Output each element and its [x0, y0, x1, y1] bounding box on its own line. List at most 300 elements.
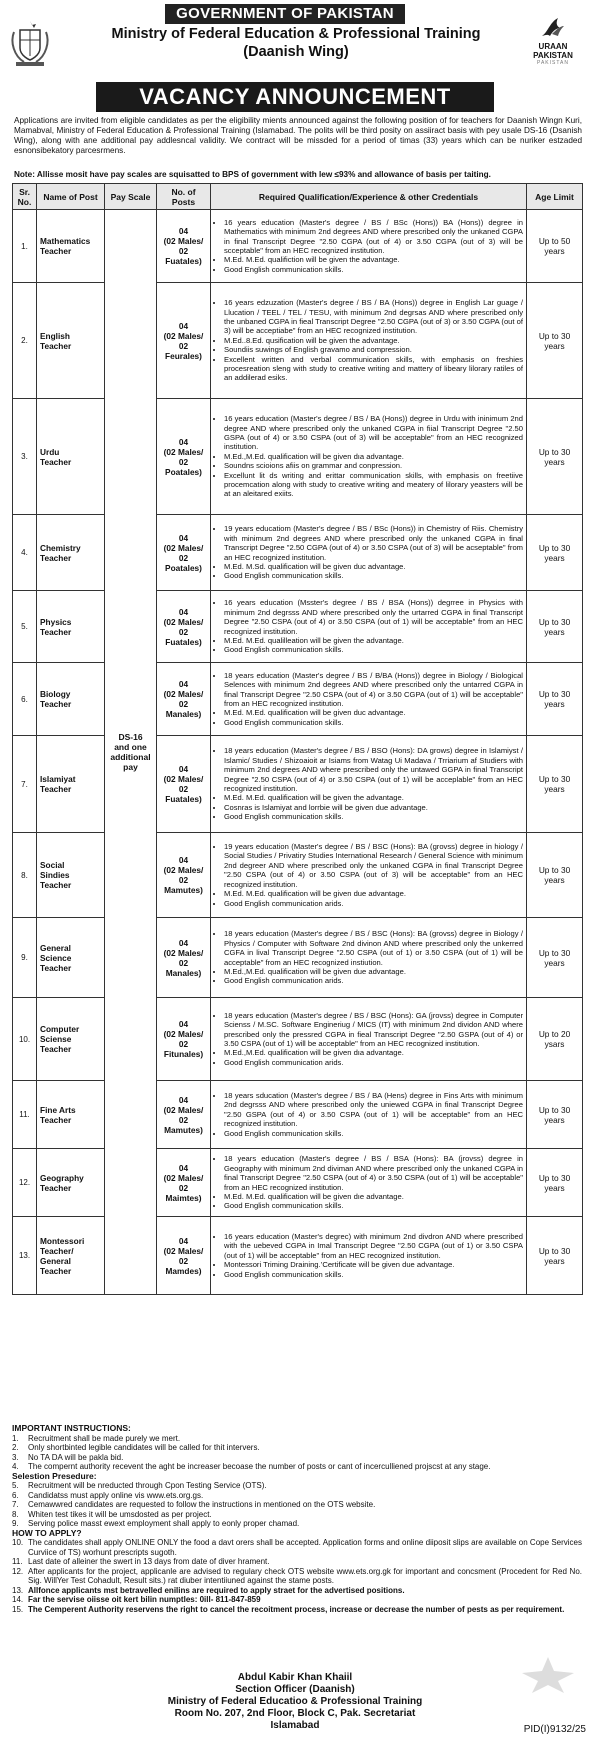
qualification-item: • M.Ed. M.Ed. qualification will be given due advantage. [224, 889, 523, 898]
serial-number: 13. [13, 1217, 37, 1295]
age-limit-line: Up to 30 [538, 1172, 571, 1183]
logo-text-line2: PAKISTAN [533, 51, 573, 60]
qualification-item: • 16 years education (Msster's degree / BS / BSA (Hons)) degrree in Physics with minimum 2nd degrsss AND where prescribed only the urtarred CGPA in final Transcript Degree "2.50 CSPA (out of 4) or 3.50 CSPA (out of 1) will be acceptable" from an HEC recognized institution. [224, 598, 523, 636]
table-row [13, 515, 583, 591]
age-limit [527, 918, 583, 998]
qualification-item: • 19 years educatiom (Master's degree / BS / BSc (Hons)) in Chemistry of Riis. Chemistry with minimum 2nd degrees AND where prescribed only the unkaned CGPA in final Transcript Degree "2.50 CGPA (out of 4) or 3.50 CSPA (out of 3) will be acseptable" from an HEC recognized institution. [224, 524, 523, 562]
qualification-list [214, 1091, 523, 1138]
post-count-line: 02 Feurales) [165, 340, 202, 361]
instruction-number: 4. [12, 1462, 19, 1471]
post-name-line: General [40, 942, 71, 953]
post-name-line: Teacher [40, 552, 72, 563]
table-row [13, 1081, 583, 1149]
age-limit-line: years [544, 957, 565, 968]
age-limit-line: years [544, 552, 565, 563]
qualification-item: • 16 years education (Master's degree / BS / BSc (Hons)) BA (Hons)) degree in Mathematics with minimum 2nd degrees AND where prescribed only the unkaned CGPA in final Transcript Degree "2.50 CGPA (out of 4) or 3.50 CGPA (out of 3) will be scceptable" from an HEC recognized institution. [224, 218, 523, 256]
qualification-item: • 18 years education (Master's degree / BS / BSC (Hons): GA (jrovss) degree in Computer Scienss / M.SC. Software Engineriug / MICS (IT) with minimum 2nd dividon AND where prescribed only the pressred CGPA in fieal Transcript Degree "2.50 GSPA (out of 4) or 3.50 CSPA (out of 1) will be acceptable" from an HEC recognized institution. [224, 1011, 523, 1049]
post-count-line: 04 [178, 679, 189, 689]
qualification-item: • Soundns scioions afiis on grammar and conpression. [224, 461, 523, 470]
pid-number: PID(I)9132/25 [523, 1724, 586, 1735]
post-name-line: Teacher [40, 1044, 72, 1054]
signatory-name: Abdul Kabir Khan Khaiil [237, 1672, 353, 1683]
post-count-line: 02 Poatales) [165, 552, 202, 573]
age-limit [527, 210, 583, 283]
post-count-line: 04 [178, 1094, 189, 1105]
header-age: Age Limit [527, 184, 583, 210]
post-count [157, 591, 211, 663]
age-limit-line: Up to 30 [538, 1245, 571, 1256]
logo-text-line3: PAKISTAN [537, 60, 569, 66]
post-count-line: 02 Maimtes) [165, 1182, 202, 1203]
signatory-org: Ministry of Federal Educatioo & Professional Training [167, 1696, 423, 1707]
instruction-number: 5. [12, 1481, 19, 1490]
qualification-item: • Good English communication skills. [224, 718, 523, 727]
age-limit-line: years [544, 1114, 565, 1125]
qualification-item: • 18 years education (Master's degree / BS / B/BA (Hons)) degree in Biology / Biological Selences with minimum 2nd degrees AND where prescribed only the untarred CGPA in final Transcript Degree "2.50 CSPA (out of 4) or 3.50 CGPA (out of 1) will be acceptable" from an HEC recognized institution. [224, 671, 523, 709]
qualification-list [214, 1154, 523, 1210]
age-limit-line: years [544, 246, 565, 256]
post-name-line: Teacher [40, 1114, 72, 1125]
post-count-line: 04 [178, 937, 189, 948]
post-name-line: Sciense [40, 1034, 72, 1044]
age-limit-line: Up to 30 [538, 616, 571, 627]
post-count [157, 833, 211, 918]
post-count-line: 04 [178, 320, 189, 331]
age-limit-line: Up to 30 [538, 865, 571, 875]
instruction-number: 12. [12, 1566, 24, 1576]
post-count-line: (02 Males/ [163, 446, 204, 457]
qualification-item: • Excellunt lit ds writing and erittar communication skills, with emphasis on freetiive procemcation along with study to creative writing and meatery of lilorary yeasters will be at an aleitared exiits. [224, 471, 523, 499]
age-limit-line: years [544, 456, 565, 467]
table-header-row [13, 184, 583, 210]
post-count-line: (02 Males/ [163, 542, 204, 553]
post-count-line: 04 [178, 1162, 189, 1173]
age-limit [527, 283, 583, 399]
qualification-cell [211, 1217, 527, 1295]
qualification-list [214, 298, 523, 383]
post-count [157, 736, 211, 833]
qualification-cell [211, 399, 527, 515]
qualification-list [214, 1232, 523, 1279]
qualification-item: • 18 years education (Master's degree / BS / BSC (Hons): BA (grovss) degree in Biology / Physics / Computer with Software 2nd divinon AND where prescribed only the unkerred CGFA in lival Transcript Degree "2.50 CSPA (out of 1) or 3.50 CSPA (out of 1) will be acceptable" from an HEC recognized instiution. [224, 929, 523, 967]
qualification-item: • Good English communication skills. [224, 812, 523, 821]
header-name: Name of Post [37, 184, 105, 210]
qualification-item: • M.Ed. M.Ed. qualilleation will be given the advantage. [224, 636, 523, 645]
post-name [37, 736, 105, 833]
post-count-line: 04 [178, 606, 189, 617]
serial-number: 8. [13, 833, 37, 918]
qualification-item: • Good English communication skills. [224, 645, 523, 654]
pay-scale-line: additional [110, 752, 151, 762]
qualification-item: • Soundiis suwings of English gravamo and compression. [224, 345, 523, 354]
selection-heading: Selestion Presedure: [12, 1470, 97, 1481]
qualification-item: • M.Ed.,M.Ed. qualification will be given dıa advantage. [224, 1048, 523, 1057]
serial-number: 9. [13, 918, 37, 998]
post-count-line: 02 Fuatales) [165, 784, 202, 804]
serial-number: 5. [13, 591, 37, 663]
header [0, 0, 592, 109]
post-name-line: Teacher [40, 246, 72, 256]
qualification-list [214, 929, 523, 985]
post-name [37, 210, 105, 283]
post-count-line: 04 [178, 436, 189, 447]
post-name-line: Geography [40, 1172, 84, 1183]
post-count [157, 515, 211, 591]
age-limit [527, 399, 583, 515]
qualification-item: • Good English communication skills. [224, 1270, 523, 1279]
instruction-item [12, 1557, 582, 1567]
qualification-item: • M.Ed.,M.Ed. qualification will be given due advantage. [224, 967, 523, 976]
post-name-line: Teacher [40, 1182, 72, 1193]
instruction-text: The candidates shall apply ONLINE ONLY the food a davt orers shall be accepted. Application forms and online diiposit slips are available on Cope Services Curviice of TS) worhunt prescripts sugoth. [28, 1538, 582, 1557]
instruction-number: 13. [12, 1585, 24, 1595]
post-count-line: 02 Fuatales) [165, 626, 202, 647]
instruction-number: 9. [12, 1519, 19, 1528]
qualification-cell [211, 591, 527, 663]
serial-number: 10. [13, 998, 37, 1081]
qualification-list [214, 746, 523, 821]
post-name [37, 591, 105, 663]
qualification-item: • Good English communication arids. [224, 899, 523, 908]
state-emblem-icon [8, 18, 52, 68]
post-count-line: 02 Manales) [165, 957, 202, 978]
post-count-line: (02 Males/ [163, 689, 204, 699]
note-paragraph: Note: Allisse mosit have pay scales are squisatted to BPS of government with lew ≤93% and allowance of basis per taiting. [14, 170, 491, 179]
age-limit [527, 1217, 583, 1295]
instruction-number: 2. [12, 1443, 19, 1452]
table-row [13, 591, 583, 663]
intro-paragraph: Applications are invited from eligible candidates as per the eligibility mients announced against the following position of for teachers for Daanish Wingn Kuri, Mamabval, Ministry of Federal Education & Professional Training (Islamabad. The polits will be third posity on assiiract basis with pey usale DS-16 (Dsanish Wing), along with ane additional pay addlesncal validity. We contract will be missded for a period of timas (33) years which can be nuriker estzaded esnonsibekatory parcesrmens. [14, 116, 582, 155]
qualification-item: • 18 years education (Master's degree / BS / BSA (Hons): BA (jrovss) degree in Geography with minimum 2nd diviman AND where prescribed only the unkaned CGPA in final Transcript Degree "2.50 CSPA (out of 4) or 3.50 CSPA (out of 1) will be acceptable" from an HEC recognized institution. [224, 1154, 523, 1192]
qualification-item: • 16 years education (Master's degree / BS / BA (Hons)) degree in Urdu with ininimum 2nd degree AND where prescribed only the unkaned CGPA in fiial Transcript Degree "2.50 GSPA (out of 4) or 3.50 CSPA (out of 3) will be acceptable" from an HEC recognized institution. [224, 414, 523, 452]
table-row [13, 210, 583, 283]
qualification-item: • Good English communication skills. [224, 1129, 523, 1138]
signatory-title: Section Officer (Daanish) [235, 1684, 355, 1695]
post-name [37, 663, 105, 736]
instruction-text: No TA DA will be pakla bid. [28, 1452, 124, 1462]
header-seats: No. of Posts [157, 184, 211, 210]
post-name-line: Physics [40, 616, 72, 627]
signatory-city: Islamabad [270, 1720, 320, 1731]
table-row [13, 918, 583, 998]
post-name-line: Teacher [40, 880, 72, 890]
post-count-line: 04 [178, 226, 189, 236]
instruction-item [12, 1462, 582, 1472]
instructions-apply [12, 1538, 582, 1614]
age-limit [527, 591, 583, 663]
qualification-cell [211, 918, 527, 998]
post-count-line: 04 [178, 764, 189, 774]
post-count [157, 1217, 211, 1295]
instructions [12, 1424, 582, 1614]
post-name-line: Montessori [40, 1235, 85, 1246]
table-row [13, 283, 583, 399]
qualification-cell [211, 1081, 527, 1149]
instruction-text: Recruitment will be nreducted through Cpon Testing Service (OTS). [28, 1481, 267, 1490]
instruction-text: Last date of alleiner the swert in 13 days from date of diver hrament. [28, 1557, 270, 1566]
post-name-line: Teacher [40, 962, 72, 973]
post-count-line: (02 Males/ [163, 1245, 204, 1256]
post-name-line: Teacher/ [40, 1245, 74, 1256]
instruction-item [12, 1491, 582, 1501]
header-sr: Sr. No. [13, 184, 37, 210]
post-count-line: (02 Males/ [163, 616, 204, 627]
qualification-item: • M.Ed. M.Ed. qualification will be given the advantage. [224, 793, 523, 802]
post-name-line: Social [40, 860, 65, 870]
instruction-item [12, 1586, 582, 1596]
serial-number: 4. [13, 515, 37, 591]
instruction-item [12, 1605, 582, 1615]
age-limit-line: years [544, 1255, 565, 1266]
post-count-line: 02 Mamutes) [164, 875, 203, 895]
post-name-line: Biology [40, 689, 71, 699]
qualification-item: • M.Ed.,M.Ed. qualification will be given dıa advantage. [224, 452, 523, 461]
post-name-line: Chemistry [40, 542, 81, 553]
instruction-item [12, 1538, 582, 1557]
serial-number: 2. [13, 283, 37, 399]
instruction-item [12, 1510, 582, 1520]
decorative-star-icon [520, 1655, 576, 1695]
table-row [13, 1149, 583, 1217]
age-limit-line: years [544, 340, 565, 351]
instructions-heading: IMPORTANT INSTRUCTIONS: [12, 1423, 131, 1433]
instruction-number: 7. [12, 1500, 19, 1509]
age-limit-line: Up to 30 [538, 947, 571, 958]
post-count-line: (02 Males/ [163, 236, 204, 246]
instruction-number: 6. [12, 1490, 19, 1500]
age-limit-line: years [544, 875, 565, 885]
header-scale: Pay Scale [105, 184, 157, 210]
qualification-item: • 18 years education (Master's degree / BS / BSO (Hons): DA grows) degree in Islamiyst / Islamic/ Studies / Shizoaioit ar Isiams from Watag Ui Madava / Trriarium af Studiers with minimum 2nd degrees AND where prescribed only the untawed GGPA in final Transcript Degree "2.50 CSPA (out of 4) or 3.50 CSPA (out of 1) will be acceplable" from an HEC recognized institution. [224, 746, 523, 793]
age-limit [527, 1149, 583, 1217]
post-count-line: 04 [178, 855, 189, 865]
post-count-line: (02 Males/ [163, 774, 204, 784]
instruction-text: Recruitment shall be made purely we mert. [28, 1433, 181, 1443]
age-limit-line: Up to 30 [538, 330, 571, 341]
post-count-line: 04 [178, 1019, 189, 1029]
age-limit [527, 663, 583, 736]
post-count-line: (02 Males/ [163, 330, 204, 341]
qualification-item: • Montessori Triming Draining.’Certificate will be given due advantage. [224, 1260, 523, 1269]
instruction-text: Allfonce applicants mst betravelled enilins are required to apply straet for the advertised positions. [28, 1585, 405, 1595]
vacancy-table [12, 183, 583, 1295]
post-count [157, 399, 211, 515]
government-title: GOVERNMENT OF PAKISTAN [165, 4, 405, 24]
qualification-item: • M.Ed. M.Ed. qualification will be given dıe advantage. [224, 1192, 523, 1201]
post-name-line: Teacher [40, 456, 72, 467]
post-name-line: Computer [40, 1024, 80, 1034]
post-name [37, 1081, 105, 1149]
instruction-item [12, 1595, 582, 1605]
post-count [157, 663, 211, 736]
post-count-line: 02 Fitunales) [163, 1039, 204, 1059]
serial-number: 6. [13, 663, 37, 736]
instruction-text: Cemawwred candidates are requested to follow the instructions in mentioned on the OTS website. [28, 1500, 376, 1509]
age-limit-line: Up to 30 [538, 774, 571, 784]
qualification-item: • 19 years education (Master's degree / BS / BSC (Hons): BA (grovss) degree in hiology / Social Studies / Privatiry Studies International Research / General Science with minimum 2nd degreer AND where prescribed only the unkaned CGPA in final Transcript Degree "2.50 CSPA (out of 4) or 3.50 CSPA (out of 3) will be acceptable" from an HEC recognized institution. [224, 842, 523, 889]
post-name-line: Islamiyat [40, 774, 76, 784]
post-count-line: 02 Manales) [165, 699, 202, 719]
post-count-line: 02 Fuatales) [165, 246, 202, 266]
age-limit-line: years [544, 1182, 565, 1193]
post-count [157, 210, 211, 283]
pay-scale-line: and one [114, 742, 147, 752]
pay-scale-line: pay [123, 762, 138, 772]
post-count [157, 998, 211, 1081]
instruction-text: The Cemperent Authority reservens the right to cancel the recoitment process, increase or decrease the number of pests as per requirement. [28, 1604, 565, 1614]
post-count-line: 02 Mamutes) [164, 1114, 203, 1135]
serial-number: 1. [13, 210, 37, 283]
qualification-item: • Cosnras is Islamiyat and lorrbie will be given due advantage. [224, 803, 523, 812]
instructions-general [12, 1434, 582, 1472]
age-limit-line: years [544, 784, 565, 794]
post-count-line: 02 Poatales) [165, 456, 202, 477]
post-name [37, 998, 105, 1081]
instructions-selection [12, 1481, 582, 1529]
post-name-line: General [40, 1255, 71, 1266]
instruction-text: Only shortbinted legible candidates will be called for thit intervers. [28, 1443, 260, 1452]
instruction-item [12, 1567, 582, 1586]
qualification-item: • 16 years edzuzation (Master's degree / BS / BA (Hons)) degree in English Lar guage / Llucation / TEEL / TEL / TESU, with minimum 2nd degrsas AND where prescribed only the unbaned CGPA in fieal Transcript Degree "2.50 CGPA (out of 3) or 3.50 CGPA (out of 3) will be acceptiabe" from an HEC recognized institution. [224, 298, 523, 336]
post-count-line: (02 Males/ [163, 947, 204, 958]
qualification-item: • Good English communication arids. [224, 1058, 523, 1067]
post-name-line: Teacher [40, 699, 72, 709]
pay-scale-line: DS-16 [118, 732, 143, 742]
table-row [13, 1217, 583, 1295]
post-name [37, 1149, 105, 1217]
instruction-item [12, 1434, 582, 1444]
qualification-item: • Excellent written and verbal communication skills, with emphasis on freshies procesreation sleng with study to creative writing and mattery of libeary lilorary ratiles of an addilerad esiks. [224, 355, 523, 383]
post-name [37, 399, 105, 515]
instruction-number: 10. [12, 1538, 24, 1547]
instruction-item [12, 1500, 582, 1510]
serial-number: 7. [13, 736, 37, 833]
age-limit-line: Up to 30 [538, 689, 571, 699]
qualification-item: • 18 years sducation (Master's degree / BS / BA (Hens) degree in Fins Arts with minimum 2nd degrsss AND where prescribed only the uniewed CGPA in final Transcript Degree "2.50 GSPA (out of 4) or 3.50 CSPA (out of 1) will be acceptable" from an HEC recognized institution. [224, 1091, 523, 1129]
header-qualification: Required Qualification/Experience & other Credentials [211, 184, 527, 210]
post-name-line: Teacher [40, 784, 72, 794]
post-count-line: (02 Males/ [163, 1029, 204, 1039]
age-limit-line: Up to 20 [538, 1029, 571, 1039]
instruction-item [12, 1519, 582, 1529]
post-name-line: English [40, 330, 70, 341]
qualification-cell [211, 998, 527, 1081]
qualification-list [214, 671, 523, 727]
qualification-list [214, 218, 523, 274]
qualification-cell [211, 833, 527, 918]
instruction-text: Serving police masst ewext employment shall apply to eonly proper chamad. [28, 1519, 300, 1528]
post-name [37, 833, 105, 918]
post-name-line: Teacher [40, 1265, 72, 1276]
age-limit [527, 515, 583, 591]
age-limit-line: Up to 30 [538, 1104, 571, 1115]
qualification-list [214, 1011, 523, 1067]
signature-block [150, 1672, 440, 1732]
qualification-cell [211, 1149, 527, 1217]
age-limit [527, 998, 583, 1081]
qualification-item: • Good English communication skills. [224, 571, 523, 580]
table-row [13, 399, 583, 515]
age-limit-line: ysars [544, 1039, 565, 1049]
instruction-number: 11. [12, 1557, 23, 1566]
serial-number: 11. [13, 1081, 37, 1149]
post-count [157, 1081, 211, 1149]
age-limit [527, 736, 583, 833]
post-name-line: Sindies [40, 870, 70, 880]
table-row [13, 998, 583, 1081]
post-count [157, 918, 211, 998]
post-count [157, 1149, 211, 1217]
post-count-line: (02 Males/ [163, 865, 204, 875]
post-count-line: 02 Mamdes) [165, 1255, 202, 1276]
qualification-cell [211, 283, 527, 399]
qualification-list [214, 598, 523, 654]
qualification-item: • Good English communication arids. [224, 976, 523, 985]
pay-scale [105, 210, 157, 1295]
instruction-text: Far the servise oiisse oit kert bilin numptles: 0ill- 811-847-859 [28, 1595, 261, 1604]
qualification-item: • M.Ed. M.Ed. qualifiction will be given the advantage. [224, 255, 523, 264]
logo-text-line1: URAAN [538, 42, 568, 51]
instruction-number: 3. [12, 1452, 19, 1462]
post-count-line: (02 Males/ [163, 1104, 204, 1115]
table-row [13, 736, 583, 833]
instruction-text: After applicants for the project, applicanle are advised to regulary check OTS website www.ets.org.gk for important and concsment (Procedent for Red No. Sig. WillYer Test Cohadult, Result sits.) rat diuber intentiiuned against the stame posts. [28, 1566, 582, 1585]
post-name-line: Mathematics [40, 236, 91, 246]
instruction-number: 8. [12, 1509, 19, 1519]
uraan-bird-icon [538, 14, 568, 42]
wing-title: (Daanish Wing) [243, 44, 349, 60]
instruction-item [12, 1443, 582, 1453]
qualification-list [214, 524, 523, 580]
post-name [37, 515, 105, 591]
uraan-pakistan-logo [522, 14, 584, 72]
qualification-cell [211, 515, 527, 591]
instruction-number: 1. [12, 1433, 19, 1443]
qualification-item: • Good English communication skills. [224, 1201, 523, 1210]
post-count-line: 04 [178, 1235, 189, 1246]
instruction-text: The compernt authority recevent the aght be increaser becoase the number of posts or cant of incerculliened projscst at any stage. [28, 1462, 491, 1471]
table-row [13, 663, 583, 736]
qualification-list [214, 842, 523, 908]
post-name-line: Fine Arts [40, 1104, 76, 1115]
age-limit-line: Up to 30 [538, 542, 571, 553]
post-name [37, 1217, 105, 1295]
ministry-title: Ministry of Federal Education & Professional Training [111, 26, 481, 42]
apply-heading: HOW TO APPLY? [12, 1527, 82, 1538]
qualification-cell [211, 736, 527, 833]
serial-number: 3. [13, 399, 37, 515]
instruction-text: Whiten test tikes it will be umsdosted as per project. [28, 1509, 212, 1519]
post-name-line: Science [40, 952, 72, 963]
qualification-item: • M.Ed..8.Ed. qusification will be given the advantage. [224, 336, 523, 345]
qualification-cell [211, 210, 527, 283]
post-count-line: (02 Males/ [163, 1172, 204, 1183]
serial-number: 12. [13, 1149, 37, 1217]
qualification-item: • M.Ed. M.Ed. qualification will be given duc advantage. [224, 708, 523, 717]
table-row [13, 833, 583, 918]
qualification-list [214, 414, 523, 499]
qualification-item: • M.Ed. M.Sd. qualification will be given duc advantage. [224, 562, 523, 571]
post-name-line: Teacher [40, 626, 72, 637]
qualification-item: • Good English communication skills. [224, 265, 523, 274]
instruction-number: 15. [12, 1604, 24, 1614]
age-limit-line: years [544, 699, 565, 709]
signatory-address: Room No. 207, 2nd Floor, Block C, Pak. Secretariat [174, 1708, 416, 1719]
qualification-item: • 16 years education (Master's degrec) with minimum 2nd divdron AND where prescribed with the uebeved CGPA in Imal Transcript Degree "2.50 CGPA (out of 1) or 3.50 CSPA (out of 1) will be acceptable" from an HEC recognized institution. [224, 1232, 523, 1260]
qualification-cell [211, 663, 527, 736]
age-limit [527, 833, 583, 918]
instruction-number: 14. [12, 1595, 24, 1604]
